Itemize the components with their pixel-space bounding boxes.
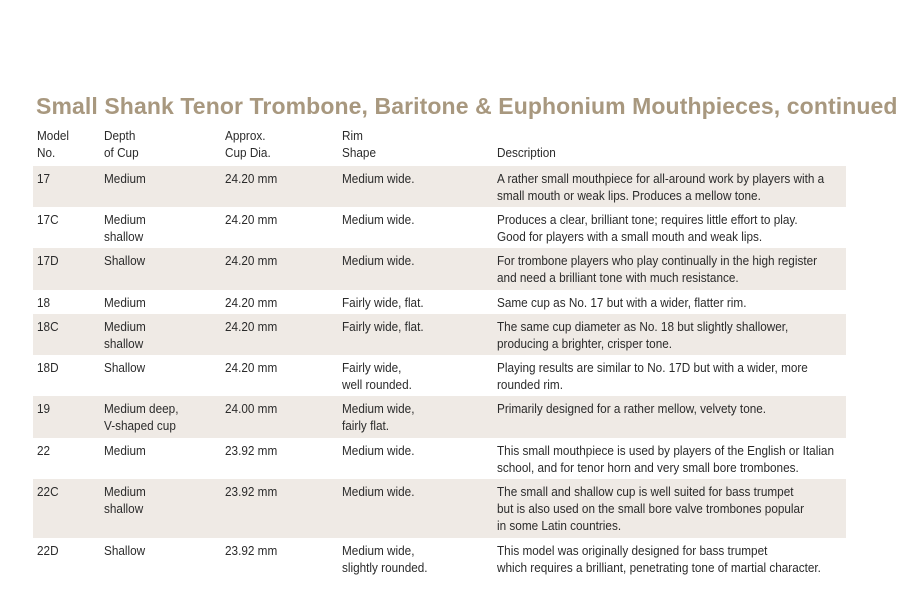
cell-model: 17C	[37, 213, 59, 227]
cell-rim-shape: Medium wide, fairly flat.	[342, 402, 415, 433]
cell-depth: Shallow	[104, 361, 146, 375]
header-description: Description	[497, 146, 556, 160]
cell-rim-shape: Medium wide.	[342, 254, 415, 268]
cell-rim-shape: Fairly wide, flat.	[342, 320, 424, 334]
cell-depth: Medium	[104, 296, 146, 310]
cell-description: A rather small mouthpiece for all-around work by players with a small mouth or weak lips. Produces a mellow tone.	[497, 172, 825, 203]
cell-cup-diameter: 24.00 mm	[225, 402, 278, 416]
table-row	[33, 538, 846, 580]
cell-model: 18	[37, 296, 51, 310]
cell-cup-diameter: 24.20 mm	[225, 296, 278, 310]
cell-depth: Medium	[104, 444, 146, 458]
cell-rim-shape: Fairly wide, well rounded.	[342, 361, 412, 392]
table-row	[33, 290, 846, 314]
cell-cup-diameter: 24.20 mm	[225, 172, 278, 186]
cell-description: Same cup as No. 17 but with a wider, flatter rim.	[497, 296, 747, 310]
cell-model: 18C	[37, 320, 59, 334]
cell-model: 22D	[37, 544, 59, 558]
cell-depth: Medium deep, V-shaped cup	[104, 402, 179, 433]
cell-model: 22C	[37, 485, 59, 499]
cell-depth: Medium shallow	[104, 320, 146, 351]
header-rim-shape: Rim Shape	[342, 129, 376, 160]
table-row	[33, 166, 846, 207]
table-row	[33, 248, 846, 290]
header-depth: Depth of Cup	[104, 129, 139, 160]
cell-rim-shape: Medium wide.	[342, 485, 415, 499]
cell-model: 17	[37, 172, 51, 186]
cell-rim-shape: Medium wide.	[342, 213, 415, 227]
cell-depth: Medium shallow	[104, 213, 146, 244]
cell-rim-shape: Medium wide.	[342, 444, 415, 458]
cell-model: 22	[37, 444, 51, 458]
cell-description: Primarily designed for a rather mellow, velvety tone.	[497, 402, 767, 416]
cell-depth: Shallow	[104, 254, 146, 268]
cell-rim-shape: Medium wide.	[342, 172, 415, 186]
cell-description: The small and shallow cup is well suited for bass trumpet but is also used on the small bore valve trombones popular in some Latin countries.	[497, 485, 804, 533]
cell-model: 17D	[37, 254, 59, 268]
table-row	[33, 438, 846, 479]
table-row	[33, 396, 846, 438]
table-row	[33, 355, 846, 396]
cell-depth: Medium shallow	[104, 485, 146, 516]
header-model: Model No.	[37, 129, 70, 160]
table-row	[33, 314, 846, 355]
cell-description: Produces a clear, brilliant tone; requires little effort to play. Good for players with a small mouth and weak lips.	[497, 213, 798, 244]
cell-description: This model was originally designed for bass trumpet which requires a brilliant, penetrating tone of martial character.	[497, 544, 821, 575]
cell-description: For trombone players who play continually in the high register and need a brilliant tone with much resistance.	[497, 254, 818, 285]
table-header	[0, 128, 912, 164]
table-row	[33, 479, 846, 538]
cell-model: 19	[37, 402, 51, 416]
cell-depth: Shallow	[104, 544, 146, 558]
table-row	[33, 207, 846, 248]
cell-description: This small mouthpiece is used by players of the English or Italian school, and for tenor horn and very small bore trombones.	[497, 444, 835, 475]
cell-model: 18D	[37, 361, 59, 375]
cell-cup-diameter: 23.92 mm	[225, 485, 278, 499]
cell-cup-diameter: 24.20 mm	[225, 361, 278, 375]
cell-description: Playing results are similar to No. 17D but with a wider, more rounded rim.	[497, 361, 808, 392]
cell-cup-diameter: 23.92 mm	[225, 544, 278, 558]
cell-cup-diameter: 24.20 mm	[225, 213, 278, 227]
cell-rim-shape: Fairly wide, flat.	[342, 296, 424, 310]
cell-depth: Medium	[104, 172, 146, 186]
cell-rim-shape: Medium wide, slightly rounded.	[342, 544, 428, 575]
cell-cup-diameter: 24.20 mm	[225, 320, 278, 334]
header-cup-diameter: Approx. Cup Dia.	[225, 129, 271, 160]
page-title: Small Shank Tenor Trombone, Baritone & Euphonium Mouthpieces, continued	[36, 93, 898, 119]
cell-cup-diameter: 24.20 mm	[225, 254, 278, 268]
cell-description: The same cup diameter as No. 18 but slightly shallower, producing a brighter, crisper tone.	[497, 320, 789, 351]
cell-cup-diameter: 23.92 mm	[225, 444, 278, 458]
